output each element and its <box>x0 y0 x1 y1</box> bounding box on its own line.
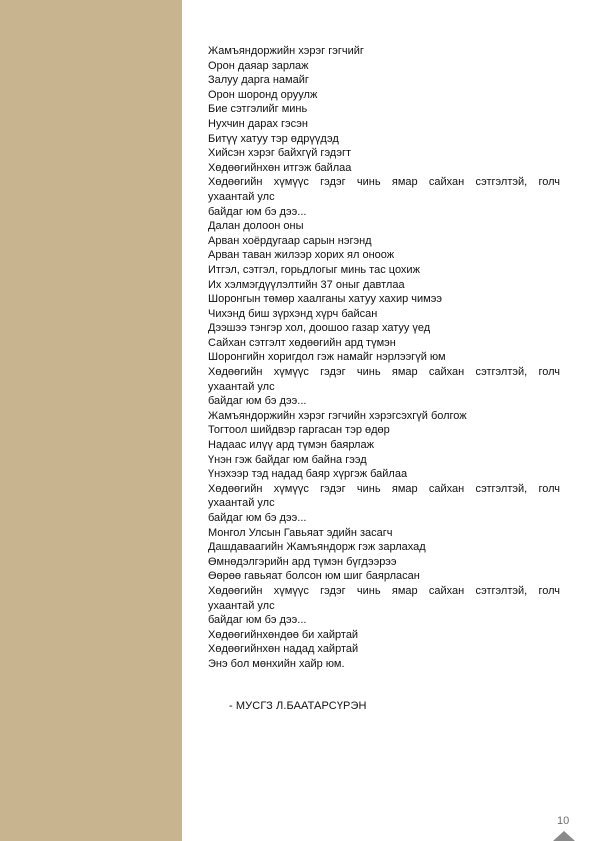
poem-line: Арван таван жилээр хорих ял оноож <box>208 249 395 262</box>
poem-line: байдаг юм бэ дээ... <box>208 395 307 408</box>
poem-line: Жамъяндоржийн хэрэг гэгчийн хэрэгсэхгүй болгож <box>208 409 467 422</box>
poem-line: Хөдөөгийнхөндөө би хайртай <box>208 628 359 641</box>
poem-line: Нухчин дарах гэсэн <box>208 117 308 130</box>
poem-line: Хөдөөгийнхөн надад хайртай <box>208 643 359 656</box>
poem-line: Сайхан сэтгэлт хөдөөгийн ард түмэн <box>208 336 396 349</box>
poem-line: ухаантай улс <box>208 380 275 393</box>
poem-line: Дашдаваагийн Жамъяндорж гэж зарлахад <box>208 541 426 554</box>
page-number: 10 <box>557 815 570 827</box>
poem-line: ухаантай улс <box>208 190 275 203</box>
poem-line: Хөдөөгийн хүмүүс гэдэг чинь ямар сайхан сэтгэлтэй, голч <box>208 482 560 495</box>
poem-line: Дээшээ тэнгэр хол, доошоо газар хатуу үед <box>208 322 431 335</box>
poem-line: Бие сэтгэлийг минь <box>208 103 308 116</box>
poem-line: Шоронгийн хоригдол гэж намайг нэрлээгүй юм <box>208 351 446 364</box>
poem-line: Үнэн гэж байдаг юм байна гээд <box>208 453 367 466</box>
poem-line: Энэ бол мөнхийн хайр юм. <box>208 657 345 670</box>
poem-line: Орон шоронд оруулж <box>208 88 318 101</box>
poem-line: Өөрөө гавьяат болсон юм шиг баярласан <box>208 570 420 583</box>
poem-line: Их хэлмэгдүүлэлтийн 37 оныг давтлаа <box>208 278 405 291</box>
poem-line: Тогтоол шийдвэр гаргасан тэр өдөр <box>208 424 390 437</box>
poem-line: Монгол Улсын Гавьяат эдийн засагч <box>208 526 393 539</box>
poem-line: Хөдөөгийнхөн итгэж байлаа <box>208 161 352 174</box>
poem-line: Чихэнд биш зүрхэнд хүрч байсан <box>208 307 378 320</box>
decorative-sidebar <box>0 0 182 841</box>
poem-line: Хөдөөгийн хүмүүс гэдэг чинь ямар сайхан сэтгэлтэй, голч <box>208 176 560 189</box>
poem-line: Битүү хатуу тэр өдрүүдэд <box>208 132 339 145</box>
poem-line: Хийсэн хэрэг байхгүй гэдэгт <box>208 147 352 160</box>
poem-line: Орон даяар зарлаж <box>208 59 309 72</box>
poem-line: байдаг юм бэ дээ... <box>208 512 307 524</box>
poem-line: Далан долоон оны <box>208 220 304 233</box>
poem-line: Өмнөдэлгэрийн ард түмэн бүгдээрээ <box>208 555 397 568</box>
poem-line: Хөдөөгийн хүмүүс гэдэг чинь ямар сайхан сэтгэлтэй, голч <box>208 584 560 597</box>
poem-line: Итгэл, сэтгэл, горьдлогыг минь тас цохиж <box>208 263 420 276</box>
poem-line: ухаантай улс <box>208 599 275 612</box>
author-signature: - МУСГЗ Л.БААТАРСҮРЭН <box>229 700 367 712</box>
poem-text <box>208 44 560 672</box>
poem-line: Үнэхээр тэд надад баяр хүргэж байлаа <box>208 468 408 481</box>
poem-line: ухаантай улс <box>208 497 275 510</box>
page-corner-triangle-icon <box>553 831 575 841</box>
poem-line: байдаг юм бэ дээ... <box>208 614 307 627</box>
poem-line: Хөдөөгийн хүмүүс гэдэг чинь ямар сайхан сэтгэлтэй, голч <box>208 366 560 379</box>
poem-line: Жамъяндоржийн хэрэг гэгчийг <box>208 45 364 57</box>
poem-line: Шоронгын төмөр хаалганы хатуу хахир чимээ <box>208 293 442 306</box>
poem-line: Надаас илүү ард түмэн баярлаж <box>208 439 374 452</box>
poem-line: Залуу дарга намайг <box>208 74 309 87</box>
poem-line: Арван хоёрдугаар сарын нэгэнд <box>208 234 372 247</box>
poem-line: байдаг юм бэ дээ... <box>208 205 307 218</box>
